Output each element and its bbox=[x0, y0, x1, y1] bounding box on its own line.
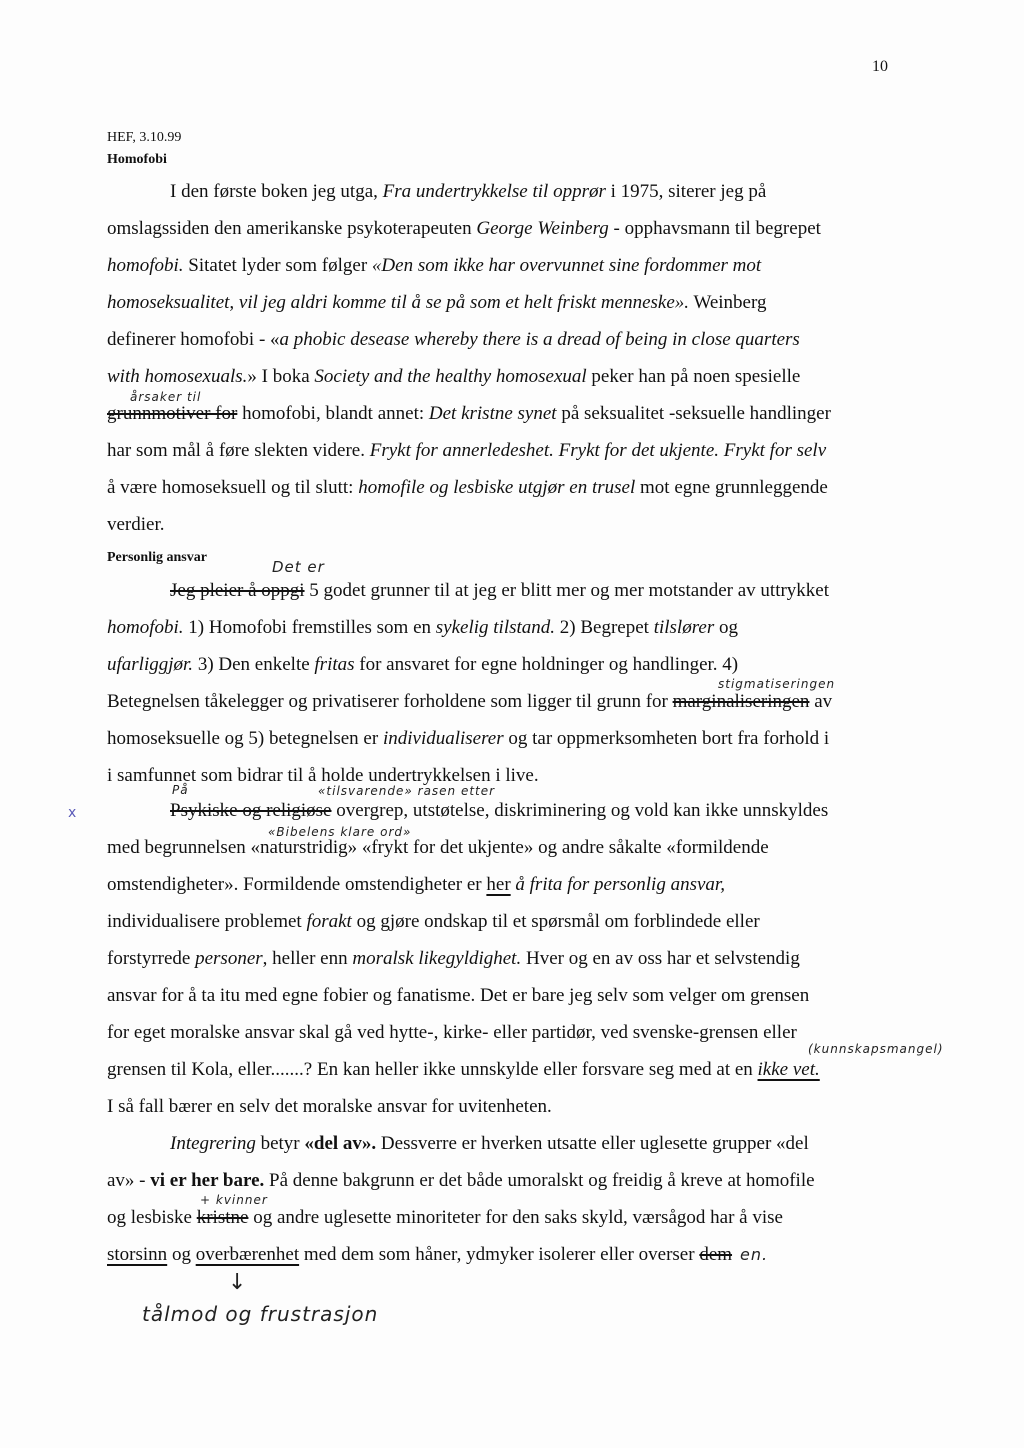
text-line bbox=[107, 1022, 797, 1044]
text-line bbox=[107, 440, 826, 462]
book-title: Society and the healthy homosexual bbox=[314, 366, 587, 387]
text: 2) Begrepet bbox=[555, 617, 654, 638]
handwritten-note-arsaker: årsaker til bbox=[130, 390, 202, 404]
text-line bbox=[107, 1244, 768, 1266]
text: og bbox=[167, 1244, 196, 1265]
text: Weinberg bbox=[689, 292, 767, 313]
text-line bbox=[107, 514, 165, 536]
struck-text: marginaliseringen bbox=[672, 691, 810, 712]
text: homoseksuelle og 5) betegnelsen er bbox=[107, 728, 383, 749]
text-line bbox=[107, 255, 761, 277]
text: og bbox=[714, 617, 738, 638]
handwritten-note-stigmatiseringen: stigmatiseringen bbox=[718, 677, 836, 691]
text-line bbox=[107, 218, 821, 240]
term: Det kristne synet bbox=[428, 403, 557, 424]
struck-text: Psykiske og religiøse bbox=[170, 800, 332, 821]
text: Sitatet lyder som følger bbox=[183, 255, 372, 276]
text-line bbox=[170, 800, 828, 822]
text-line bbox=[107, 292, 766, 314]
term: moralsk likegyldighet. bbox=[352, 948, 522, 969]
quote: homoseksualitet, vil jeg aldri komme til å se på som et helt friskt menneske». bbox=[107, 292, 690, 313]
text-line bbox=[107, 403, 831, 425]
handwritten-note-bibelens: «Bibelens klare ord» bbox=[268, 825, 412, 839]
term: homofobi. bbox=[107, 617, 184, 638]
handwritten-note-kunnskapsmangel: (kunnskapsmangel) bbox=[808, 1042, 944, 1056]
term: sykelig tilstand. bbox=[435, 617, 556, 638]
underlined-text: overbærenhet bbox=[195, 1244, 300, 1265]
handwritten-note-en: en. bbox=[740, 1245, 769, 1264]
struck-text: Jeg pleier å oppgi bbox=[170, 580, 305, 601]
text: mot egne grunnleggende bbox=[635, 477, 828, 498]
emphasis: å frita for personlig ansvar, bbox=[515, 874, 725, 895]
text: overgrep, utstøtelse, diskriminering og vold kan ikke unnskyldes bbox=[331, 800, 829, 821]
quote: a phobic desease whereby there is a dread of being in close quarters bbox=[279, 329, 800, 350]
text-line bbox=[107, 329, 800, 351]
margin-mark: x bbox=[68, 805, 77, 821]
text: 1) Homofobi fremstilles som en bbox=[183, 617, 436, 638]
struck-text: kristne bbox=[196, 1207, 249, 1228]
text: , heller enn bbox=[262, 948, 353, 969]
text-line bbox=[107, 948, 800, 970]
text-line bbox=[170, 580, 829, 602]
text: Betegnelsen tåkelegger og privatiserer forholdene som ligger til grunn for bbox=[107, 691, 673, 712]
text-line bbox=[107, 1096, 552, 1118]
text-line bbox=[107, 477, 828, 499]
section-heading-homofobi: Homofobi bbox=[107, 152, 167, 167]
text: homofobi, blandt annet: bbox=[237, 403, 429, 424]
text: individualisere problemet bbox=[107, 911, 307, 932]
text: på seksualitet -seksuelle handlinger bbox=[556, 403, 831, 424]
text: og gjøre ondskap til et spørsmål om forblindede eller bbox=[351, 911, 760, 932]
text: verdier. bbox=[107, 514, 165, 535]
text-line bbox=[107, 1207, 783, 1229]
underlined-text: storsinn bbox=[107, 1244, 168, 1265]
text: og lesbiske bbox=[107, 1207, 197, 1228]
term: Integrering bbox=[170, 1133, 256, 1154]
text: omstendigheter». Formildende omstendigheter er bbox=[107, 874, 487, 895]
text: av» - bbox=[107, 1170, 151, 1191]
text: Dessverre er hverken utsatte eller uglesette grupper «del bbox=[376, 1133, 809, 1154]
handwritten-note-pa: På bbox=[172, 783, 189, 797]
text-line bbox=[170, 1133, 809, 1155]
text: omslagssiden den amerikanske psykoterapeuten bbox=[107, 218, 477, 239]
text: På denne bakgrunn er det både umoralskt og freidig å kreve at homofile bbox=[264, 1170, 815, 1191]
document-header-date: HEF, 3.10.99 bbox=[107, 130, 182, 145]
term: fritas bbox=[314, 654, 355, 675]
section-heading-personlig-ansvar: Personlig ansvar bbox=[107, 550, 207, 565]
text: for eget moralske ansvar skal gå ved hytte-, kirke- eller partidør, ved svenske-grensen eller bbox=[107, 1022, 797, 1043]
text: - opphavsmann til begrepet bbox=[608, 218, 821, 239]
handwritten-note-talmod: tålmod og frustrasjon bbox=[142, 1302, 379, 1326]
text: » I boka bbox=[247, 366, 315, 387]
text: grensen til Kola, eller.......? En kan heller ikke unnskylde eller forsvare seg med at en bbox=[107, 1059, 758, 1080]
text-line bbox=[107, 654, 738, 676]
text: med begrunnelsen «naturstridig» «frykt for det ukjente» og andre såkalte «formildende bbox=[107, 837, 769, 858]
text: definerer homofobi - « bbox=[107, 329, 280, 350]
term: ufarliggjør. bbox=[107, 654, 194, 675]
text: 5 godet grunner til at jeg er blitt mer og mer motstander av uttrykket bbox=[304, 580, 830, 601]
struck-text: dem bbox=[699, 1244, 733, 1265]
text: betyr bbox=[255, 1133, 305, 1154]
text: å være homoseksuell og til slutt: bbox=[107, 477, 359, 498]
text-line bbox=[170, 181, 766, 203]
text: 3) Den enkelte bbox=[193, 654, 315, 675]
text: i 1975, siterer jeg på bbox=[605, 181, 767, 202]
handwritten-note-kvinner: + kvinner bbox=[200, 1193, 268, 1207]
text-line bbox=[107, 728, 829, 750]
text: og andre uglesette minoriteter for den saks skyld, værsågod har å vise bbox=[248, 1207, 783, 1228]
term: forakt bbox=[306, 911, 352, 932]
quote: «Den som ikke har overvunnet sine fordommer mot bbox=[371, 255, 762, 276]
text: for ansvaret for egne holdninger og handlinger. 4) bbox=[354, 654, 739, 675]
text-line bbox=[107, 691, 832, 713]
quote: with homosexuals. bbox=[107, 366, 248, 387]
handwritten-note-rasen: «tilsvarende» rasen etter bbox=[318, 784, 496, 798]
text: forstyrrede bbox=[107, 948, 196, 969]
text: med dem som håner, ydmyker isolerer eller overser bbox=[299, 1244, 700, 1265]
struck-text: grunnmotiver for bbox=[107, 403, 238, 424]
text-line bbox=[107, 874, 725, 896]
text: Hver og en av oss har et selvstendig bbox=[521, 948, 800, 969]
book-title: Fra undertrykkelse til opprør bbox=[382, 181, 606, 202]
emphasis: Frykt for annerledeshet. Frykt for det ukjente. Frykt for selv bbox=[369, 440, 827, 461]
text: i samfunnet som bidrar til å holde undertrykkelsen i live. bbox=[107, 765, 539, 786]
underlined-text: her bbox=[486, 874, 511, 895]
underlined-emphasis: ikke vet. bbox=[757, 1059, 820, 1080]
text: av bbox=[809, 691, 833, 712]
text-line bbox=[107, 366, 800, 388]
text: ansvar for å ta itu med egne fobier og fanatisme. Det er bare jeg selv som velger om grensen bbox=[107, 985, 810, 1006]
text: har som mål å føre slekten videre. bbox=[107, 440, 370, 461]
term: personer bbox=[195, 948, 263, 969]
text: og tar oppmerksomheten bort fra forhold i bbox=[503, 728, 830, 749]
term: individualiserer bbox=[382, 728, 504, 749]
text-line bbox=[107, 1170, 815, 1192]
bold-text: vi er her bare. bbox=[150, 1170, 265, 1191]
text: peker han på noen spesielle bbox=[586, 366, 801, 387]
text-line bbox=[107, 617, 738, 639]
person-name: George Weinberg bbox=[476, 218, 609, 239]
text-line bbox=[107, 911, 760, 933]
handwritten-note-det-er: Det er bbox=[272, 558, 325, 576]
text-line bbox=[107, 1059, 820, 1081]
text-line bbox=[107, 985, 809, 1007]
text: I den første boken jeg utga, bbox=[170, 181, 383, 202]
handwritten-arrow-icon: ↓ bbox=[228, 1270, 248, 1295]
term: tilslører bbox=[653, 617, 715, 638]
term: homofobi. bbox=[107, 255, 184, 276]
text: I så fall bærer en selv det moralske ansvar for uvitenheten. bbox=[107, 1096, 552, 1117]
text-line bbox=[107, 837, 769, 859]
page-number: 10 bbox=[872, 58, 888, 75]
emphasis: homofile og lesbiske utgjør en trusel bbox=[358, 477, 636, 498]
bold-text: «del av». bbox=[304, 1133, 377, 1154]
